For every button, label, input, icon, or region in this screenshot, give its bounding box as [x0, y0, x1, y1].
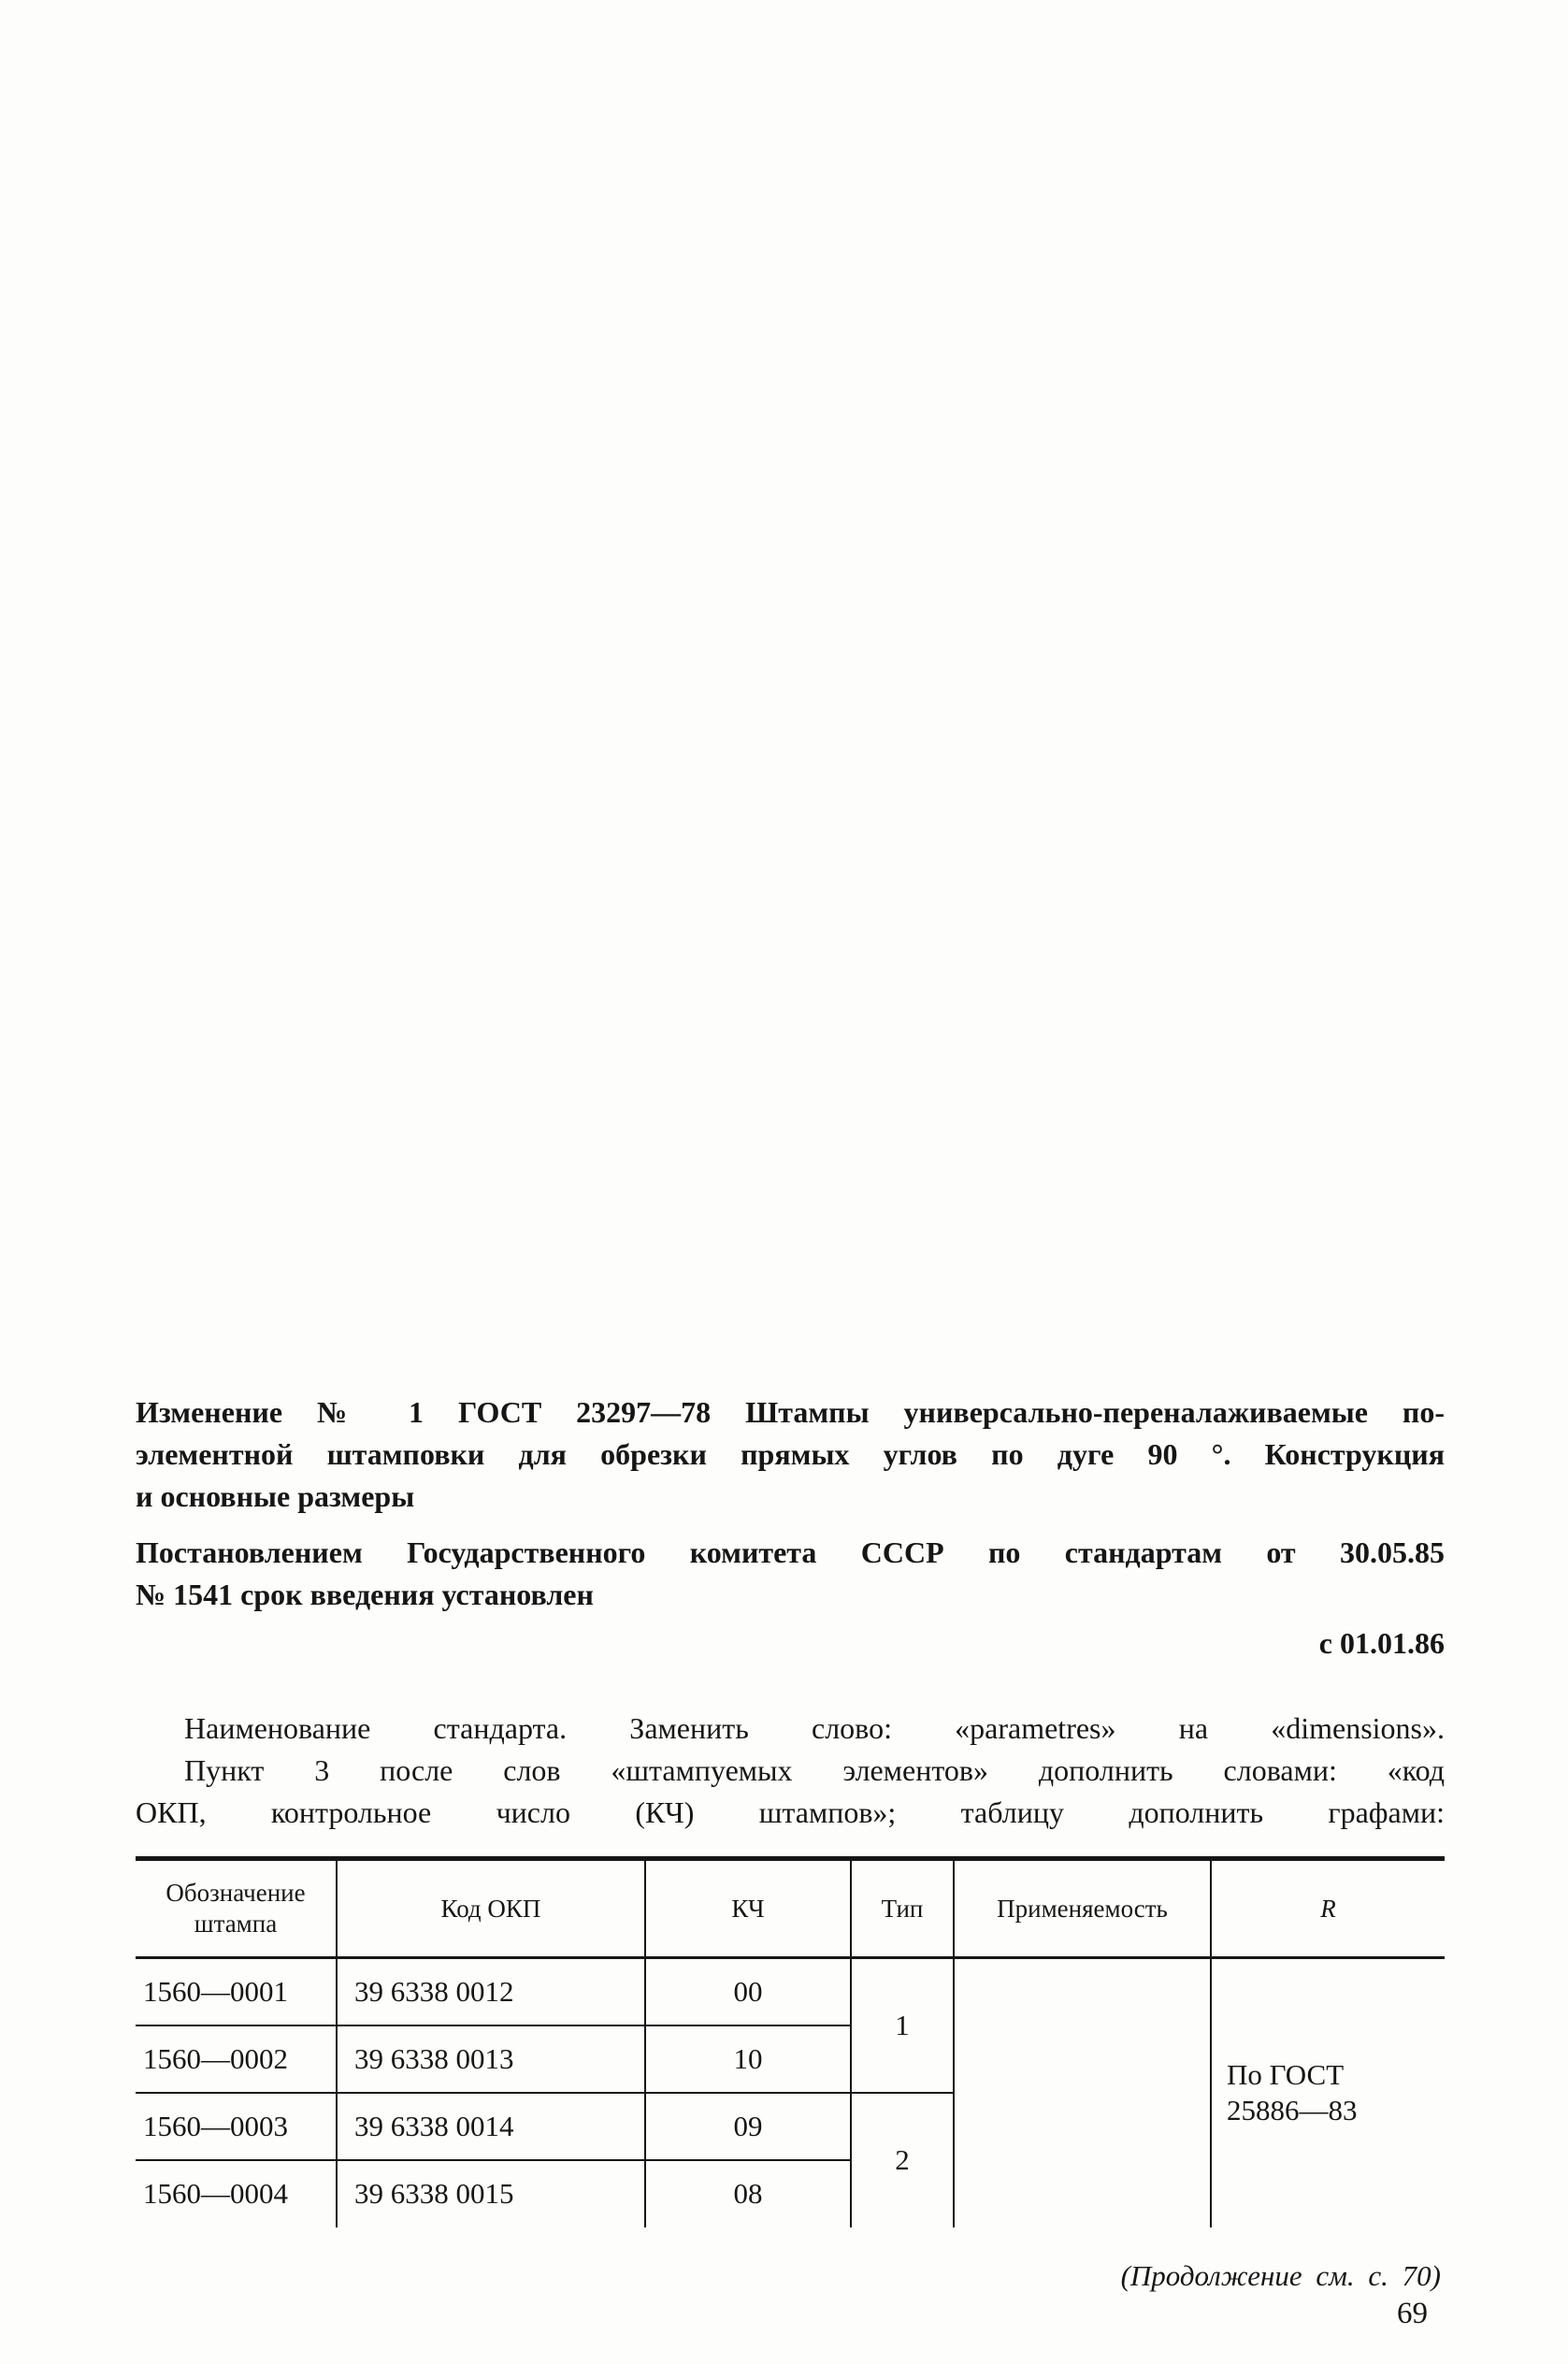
- cell-okp-code: 39 6338 0012: [337, 1958, 645, 2025]
- r-value-text: По ГОСТ 25886—83: [1227, 2058, 1358, 2127]
- cell-designation: 1560—0001: [136, 1958, 337, 2025]
- decree-line-2: № 1541 срок введения установлен: [136, 1578, 594, 1611]
- cell-okp-code: 39 6338 0014: [337, 2093, 645, 2160]
- cell-type-group-2: 2: [851, 2093, 954, 2227]
- cell-control-number: 08: [645, 2160, 851, 2227]
- decree-line-1: Постановлением Государственного комитета СССР по стандартам от 30.05.85: [136, 1535, 1445, 1569]
- cell-applicability-empty: [954, 1958, 1211, 2227]
- page-content: [136, 1391, 1445, 2293]
- col-header-control-number: КЧ: [645, 1859, 851, 1958]
- page-number: 69: [1397, 2297, 1428, 2330]
- amendment-title-line-2: элементной штамповки для обрезки прямых углов по дуге 90 °. Конструкция: [136, 1437, 1445, 1471]
- change-point3-line-2: ОКП, контрольное число (КЧ) штампов»; таблицу дополнить графами:: [136, 1795, 1445, 1829]
- cell-designation: 1560—0002: [136, 2025, 337, 2093]
- col-header-applicability: Применяемость: [954, 1859, 1211, 1958]
- cell-okp-code: 39 6338 0013: [337, 2025, 645, 2093]
- cell-control-number: 09: [645, 2093, 851, 2160]
- col-header-okp-code: Код ОКП: [337, 1859, 645, 1958]
- cell-designation: 1560—0004: [143, 2177, 288, 2210]
- change-name-paragraph: [136, 1708, 1445, 1750]
- col-header-r: R: [1211, 1859, 1445, 1958]
- cell-okp-code: 39 6338 0015: [337, 2160, 645, 2227]
- cell-control-number: 00: [645, 1958, 851, 2025]
- change-name-line: Наименование стандарта. Заменить слово: «parametres» на «dimensions».: [184, 1711, 1445, 1745]
- amendment-title-line-1: Изменение № 1 ГОСТ 23297—78 Штампы универсально-переналаживаемые по-: [136, 1395, 1445, 1429]
- change-point3-line-1: Пункт 3 после слов «штампуемых элементов» дополнить словами: «код: [184, 1753, 1445, 1787]
- amendment-title-line-3: и основные размеры: [136, 1479, 415, 1513]
- table-header-row: [136, 1859, 1445, 1958]
- cell-designation: 1560—0003: [136, 2093, 337, 2160]
- decree-paragraph: [136, 1532, 1445, 1616]
- table-row: [136, 1958, 1445, 2025]
- cell-r-value: [1211, 1958, 1445, 2227]
- continuation-note: (Продолжение см. с. 70): [1120, 2258, 1441, 2292]
- amendment-table: [136, 1856, 1445, 2227]
- amendment-title: [136, 1391, 1445, 1518]
- cell-type-group-1: 1: [851, 1958, 954, 2093]
- effective-date: с 01.01.86: [1318, 1626, 1445, 1660]
- col-header-designation: Обозначение штампа: [136, 1859, 337, 1958]
- cell-control-number: 10: [645, 2025, 851, 2093]
- change-point3-paragraph: [136, 1750, 1445, 1834]
- col-header-type: Тип: [851, 1859, 954, 1958]
